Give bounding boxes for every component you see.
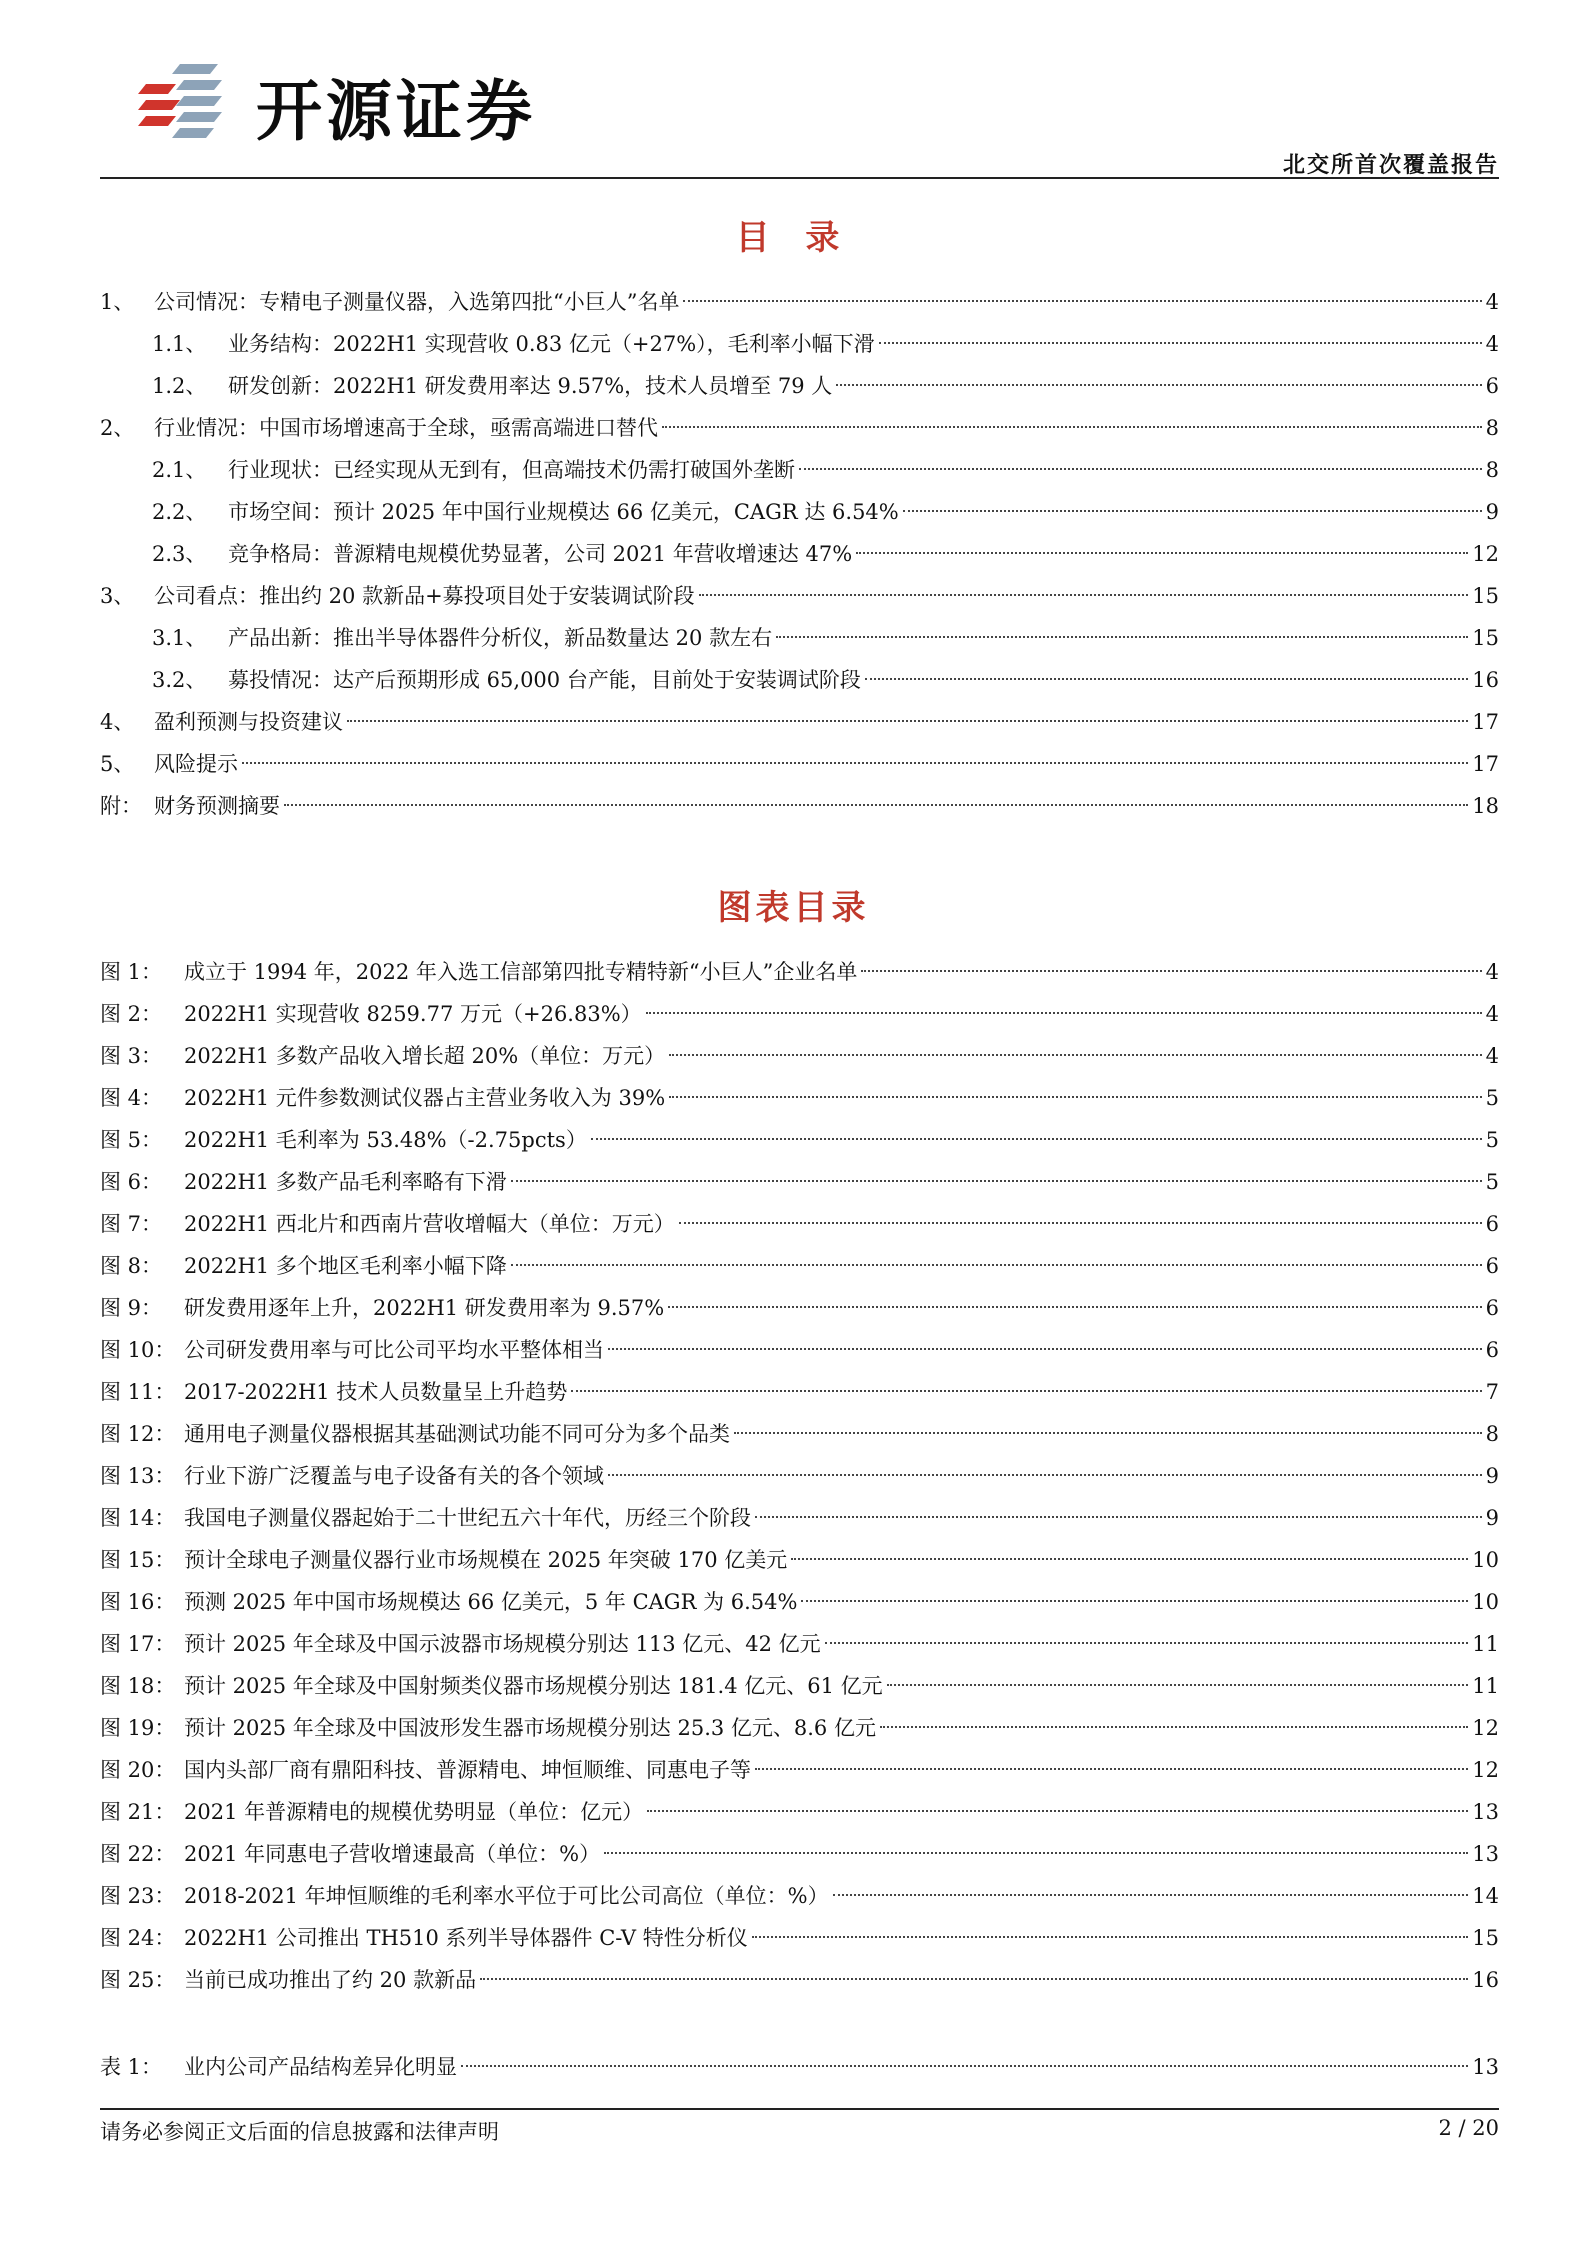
contents-list	[100, 281, 1499, 827]
dot-leader	[825, 1642, 1469, 1644]
entry-title: 预计 2025 年全球及中国波形发生器市场规模分别达 25.3 亿元、8.6 亿元	[184, 1716, 876, 1740]
figures-title: 图表目录	[717, 888, 870, 928]
dot-leader	[734, 1432, 1482, 1434]
toc-entry[interactable]	[100, 659, 1499, 701]
dot-leader	[662, 426, 1482, 428]
entry-number: 图 25：	[100, 1968, 176, 1992]
company-name: 开源证券	[256, 73, 536, 150]
entry-title: 公司看点：推出约 20 款新品+募投项目处于安装调试阶段	[154, 584, 695, 608]
entry-page-number: 5	[1485, 1170, 1499, 1194]
dot-leader	[669, 1096, 1481, 1098]
dot-leader	[801, 1600, 1468, 1602]
figures-list	[100, 951, 1499, 2001]
dot-leader	[347, 720, 1468, 722]
entry-page-number: 15	[1472, 584, 1499, 608]
toc-entry[interactable]	[100, 449, 1499, 491]
dot-leader	[511, 1180, 1482, 1182]
entry-title: 募投情况：达产后预期形成 65,000 台产能，目前处于安装调试阶段	[228, 668, 861, 692]
dot-leader	[752, 1936, 1469, 1938]
entry-page-number: 15	[1472, 626, 1499, 650]
figure-entry[interactable]	[100, 1329, 1499, 1371]
entry-number: 图 14：	[100, 1506, 176, 1530]
entry-number: 附：	[100, 794, 142, 818]
entry-page-number: 9	[1485, 1506, 1499, 1530]
entry-title: 2022H1 多个地区毛利率小幅下降	[184, 1254, 507, 1278]
logo-stripe	[176, 80, 222, 90]
dot-leader	[880, 1726, 1468, 1728]
toc-entry[interactable]	[100, 617, 1499, 659]
dot-leader	[861, 970, 1481, 972]
entry-page-number: 6	[1485, 1212, 1499, 1236]
entry-page-number: 13	[1472, 1842, 1499, 1866]
entry-title: 产品出新：推出半导体器件分析仪，新品数量达 20 款左右	[228, 626, 773, 650]
entry-page-number: 11	[1472, 1674, 1499, 1698]
entry-page-number: 4	[1485, 1002, 1499, 1026]
entry-number: 图 13：	[100, 1464, 176, 1488]
entry-page-number: 4	[1485, 290, 1499, 314]
entry-number: 2.1、	[152, 458, 207, 482]
entry-title: 公司研发费用率与可比公司平均水平整体相当	[184, 1338, 604, 1362]
figure-entry[interactable]	[100, 1287, 1499, 1329]
entry-number: 图 1：	[100, 960, 163, 984]
dot-leader	[646, 1012, 1482, 1014]
dot-leader	[833, 1894, 1469, 1896]
entry-number: 图 12：	[100, 1422, 176, 1446]
header-divider	[100, 177, 1499, 179]
logo-stripe	[176, 112, 222, 122]
toc-entry[interactable]	[100, 281, 1499, 323]
dot-leader	[776, 636, 1468, 638]
entry-page-number: 18	[1472, 794, 1499, 818]
entry-title: 2017-2022H1 技术人员数量呈上升趋势	[184, 1380, 568, 1404]
figure-entry[interactable]	[100, 1959, 1499, 2001]
figure-entry[interactable]	[100, 1917, 1499, 1959]
entry-number: 图 11：	[100, 1380, 176, 1404]
toc-entry[interactable]	[100, 785, 1499, 827]
toc-entry[interactable]	[100, 533, 1499, 575]
figure-entry[interactable]	[100, 1455, 1499, 1497]
entry-number: 5、	[100, 752, 135, 776]
figure-entry[interactable]	[100, 1161, 1499, 1203]
figure-entry[interactable]	[100, 1119, 1499, 1161]
entry-number: 4、	[100, 710, 135, 734]
figure-entry[interactable]	[100, 1497, 1499, 1539]
entry-page-number: 13	[1472, 1800, 1499, 1824]
dot-leader	[668, 1306, 1481, 1308]
entry-page-number: 8	[1485, 458, 1499, 482]
entry-number: 2、	[100, 416, 135, 440]
toc-entry[interactable]	[100, 575, 1499, 617]
page-number: 2 / 20	[1438, 2116, 1499, 2140]
entry-number: 图 20：	[100, 1758, 176, 1782]
dot-leader	[887, 1684, 1469, 1686]
entry-page-number: 12	[1472, 542, 1499, 566]
footer-divider	[100, 2108, 1499, 2110]
dot-leader	[608, 1474, 1482, 1476]
figure-entry[interactable]	[100, 1539, 1499, 1581]
figure-entry[interactable]	[100, 1371, 1499, 1413]
contents-title: 目 录	[735, 218, 852, 258]
report-type: 北交所首次覆盖报告	[1282, 153, 1499, 178]
entry-title: 预计 2025 年全球及中国示波器市场规模分别达 113 亿元、42 亿元	[184, 1632, 821, 1656]
figure-entry[interactable]	[100, 1245, 1499, 1287]
entry-number: 图 23：	[100, 1884, 176, 1908]
dot-leader	[755, 1516, 1482, 1518]
entry-number: 图 5：	[100, 1128, 163, 1152]
entry-page-number: 8	[1485, 416, 1499, 440]
dot-leader	[791, 1558, 1468, 1560]
entry-page-number: 5	[1485, 1086, 1499, 1110]
dot-leader	[647, 1810, 1468, 1812]
entry-title: 国内头部厂商有鼎阳科技、普源精电、坤恒顺维、同惠电子等	[184, 1758, 751, 1782]
figure-entry[interactable]	[100, 1077, 1499, 1119]
entry-title: 盈利预测与投资建议	[154, 710, 343, 734]
company-logo-icon	[132, 54, 242, 144]
entry-number: 1.1、	[152, 332, 207, 356]
entry-title: 行业情况：中国市场增速高于全球，亟需高端进口替代	[154, 416, 658, 440]
entry-page-number: 16	[1472, 1968, 1499, 1992]
entry-number: 图 22：	[100, 1842, 176, 1866]
entry-page-number: 10	[1472, 1590, 1499, 1614]
dot-leader	[865, 678, 1468, 680]
dot-leader	[591, 1138, 1482, 1140]
figure-entry[interactable]	[100, 1413, 1499, 1455]
entry-page-number: 12	[1472, 1758, 1499, 1782]
dot-leader	[461, 2065, 1468, 2067]
entry-page-number: 17	[1472, 752, 1499, 776]
entry-number: 1、	[100, 290, 135, 314]
entry-title: 预测 2025 年中国市场规模达 66 亿美元，5 年 CAGR 为 6.54%	[184, 1590, 798, 1614]
entry-number: 图 4：	[100, 1086, 163, 1110]
entry-title: 公司情况：专精电子测量仪器，入选第四批“小巨人”名单	[154, 290, 680, 314]
figure-entry[interactable]	[100, 1875, 1499, 1917]
entry-title: 当前已成功推出了约 20 款新品	[184, 1968, 477, 1992]
dot-leader	[242, 762, 1468, 764]
entry-number: 图 15：	[100, 1548, 176, 1572]
logo-stripe	[176, 96, 222, 106]
entry-page-number: 7	[1485, 1380, 1499, 1404]
table-entry[interactable]	[100, 2046, 1499, 2088]
dot-leader	[571, 1390, 1481, 1392]
logo-stripe	[138, 84, 176, 94]
logo-stripe	[172, 64, 218, 74]
entry-page-number: 11	[1472, 1632, 1499, 1656]
entry-page-number: 14	[1472, 1884, 1499, 1908]
entry-number: 图 2：	[100, 1002, 163, 1026]
entry-page-number: 6	[1485, 1338, 1499, 1362]
entry-number: 2.3、	[152, 542, 207, 566]
toc-entry[interactable]	[100, 407, 1499, 449]
figure-entry[interactable]	[100, 1749, 1499, 1791]
entry-title: 2022H1 西北片和西南片营收增幅大（单位：万元）	[184, 1212, 675, 1236]
entry-page-number: 4	[1485, 332, 1499, 356]
figure-entry[interactable]	[100, 951, 1499, 993]
logo-stripe	[172, 128, 214, 138]
dot-leader	[604, 1852, 1468, 1854]
figure-entry[interactable]	[100, 1833, 1499, 1875]
entry-number: 图 24：	[100, 1926, 176, 1950]
entry-page-number: 10	[1472, 1548, 1499, 1572]
entry-number: 图 7：	[100, 1212, 163, 1236]
entry-title: 竞争格局：普源精电规模优势显著，公司 2021 年营收增速达 47%	[228, 542, 853, 566]
entry-number: 3.1、	[152, 626, 207, 650]
dot-leader	[669, 1054, 1481, 1056]
entry-title: 2022H1 实现营收 8259.77 万元（+26.83%）	[184, 1002, 642, 1026]
entry-number: 图 18：	[100, 1674, 176, 1698]
entry-title: 2022H1 元件参数测试仪器占主营业务收入为 39%	[184, 1086, 666, 1110]
entry-title: 2022H1 公司推出 TH510 系列半导体器件 C-V 特性分析仪	[184, 1926, 748, 1950]
entry-page-number: 15	[1472, 1926, 1499, 1950]
entry-title: 预计 2025 年全球及中国射频类仪器市场规模分别达 181.4 亿元、61 亿元	[184, 1674, 883, 1698]
dot-leader	[284, 804, 1468, 806]
toc-entry[interactable]	[100, 491, 1499, 533]
dot-leader	[608, 1348, 1482, 1350]
dot-leader	[836, 384, 1481, 386]
entry-page-number: 5	[1485, 1128, 1499, 1152]
dot-leader	[879, 342, 1482, 344]
entry-title: 行业下游广泛覆盖与电子设备有关的各个领域	[184, 1464, 604, 1488]
logo-stripe	[138, 116, 176, 126]
entry-title: 2021 年同惠电子营收增速最高（单位：%）	[184, 1842, 601, 1866]
entry-number: 图 6：	[100, 1170, 163, 1194]
toc-entry[interactable]	[100, 743, 1499, 785]
entry-page-number: 8	[1485, 1422, 1499, 1446]
entry-number: 2.2、	[152, 500, 207, 524]
entry-page-number: 4	[1485, 1044, 1499, 1068]
figure-entry[interactable]	[100, 1035, 1499, 1077]
dot-leader	[679, 1222, 1482, 1224]
dot-leader	[755, 1768, 1468, 1770]
figure-entry[interactable]	[100, 1791, 1499, 1833]
entry-title: 预计全球电子测量仪器行业市场规模在 2025 年突破 170 亿美元	[184, 1548, 788, 1572]
entry-page-number: 6	[1485, 1254, 1499, 1278]
toc-entry[interactable]	[100, 701, 1499, 743]
entry-title: 2018-2021 年坤恒顺维的毛利率水平位于可比公司高位（单位：%）	[184, 1884, 829, 1908]
dot-leader	[480, 1978, 1468, 1980]
dot-leader	[699, 594, 1469, 596]
entry-title: 2021 年普源精电的规模优势明显（单位：亿元）	[184, 1800, 644, 1824]
dot-leader	[799, 468, 1482, 470]
entry-title: 风险提示	[154, 752, 238, 776]
entry-page-number: 13	[1472, 2055, 1499, 2079]
entry-page-number: 4	[1485, 960, 1499, 984]
entry-title: 通用电子测量仪器根据其基础测试功能不同可分为多个品类	[184, 1422, 730, 1446]
entry-page-number: 12	[1472, 1716, 1499, 1740]
entry-title: 成立于 1994 年，2022 年入选工信部第四批专精特新“小巨人”企业名单	[184, 960, 858, 984]
entry-title: 2022H1 多数产品毛利率略有下滑	[184, 1170, 507, 1194]
entry-number: 图 9：	[100, 1296, 163, 1320]
entry-title: 研发创新：2022H1 研发费用率达 9.57%，技术人员增至 79 人	[228, 374, 833, 398]
entry-page-number: 9	[1485, 1464, 1499, 1488]
figure-entry[interactable]	[100, 993, 1499, 1035]
figure-entry[interactable]	[100, 1581, 1499, 1623]
entry-number: 1.2、	[152, 374, 207, 398]
entry-number: 图 19：	[100, 1716, 176, 1740]
toc-entry[interactable]	[100, 323, 1499, 365]
entry-title: 财务预测摘要	[154, 794, 280, 818]
entry-page-number: 9	[1485, 500, 1499, 524]
entry-title: 市场空间：预计 2025 年中国行业规模达 66 亿美元，CAGR 达 6.54%	[228, 500, 899, 524]
dot-leader	[903, 510, 1482, 512]
entry-title: 2022H1 多数产品收入增长超 20%（单位：万元）	[184, 1044, 666, 1068]
figure-entry[interactable]	[100, 1707, 1499, 1749]
entry-title: 研发费用逐年上升，2022H1 研发费用率为 9.57%	[184, 1296, 665, 1320]
dot-leader	[683, 300, 1481, 302]
entry-number: 图 17：	[100, 1632, 176, 1656]
entry-page-number: 6	[1485, 1296, 1499, 1320]
entry-number: 图 16：	[100, 1590, 176, 1614]
entry-number: 3.2、	[152, 668, 207, 692]
entry-page-number: 17	[1472, 710, 1499, 734]
entry-number: 表 1：	[100, 2055, 163, 2079]
entry-number: 图 8：	[100, 1254, 163, 1278]
entry-page-number: 16	[1472, 668, 1499, 692]
entry-title: 我国电子测量仪器起始于二十世纪五六十年代，历经三个阶段	[184, 1506, 751, 1530]
figure-entry[interactable]	[100, 1203, 1499, 1245]
entry-title: 业务结构：2022H1 实现营收 0.83 亿元（+27%），毛利率小幅下滑	[228, 332, 875, 356]
tables-list	[100, 2046, 1499, 2088]
entry-title: 行业现状：已经实现从无到有，但高端技术仍需打破国外垄断	[228, 458, 795, 482]
figure-entry[interactable]	[100, 1623, 1499, 1665]
figure-entry[interactable]	[100, 1665, 1499, 1707]
entry-number: 3、	[100, 584, 135, 608]
entry-title: 2022H1 毛利率为 53.48%（-2.75pcts）	[184, 1128, 587, 1152]
logo-stripe	[138, 100, 180, 110]
entry-number: 图 10：	[100, 1338, 176, 1362]
entry-number: 图 21：	[100, 1800, 176, 1824]
dot-leader	[856, 552, 1468, 554]
entry-page-number: 6	[1485, 374, 1499, 398]
entry-number: 图 3：	[100, 1044, 163, 1068]
entry-title: 业内公司产品结构差异化明显	[184, 2055, 457, 2079]
toc-entry[interactable]	[100, 365, 1499, 407]
dot-leader	[511, 1264, 1482, 1266]
footer-disclaimer: 请务必参阅正文后面的信息披露和法律声明	[100, 2120, 499, 2144]
